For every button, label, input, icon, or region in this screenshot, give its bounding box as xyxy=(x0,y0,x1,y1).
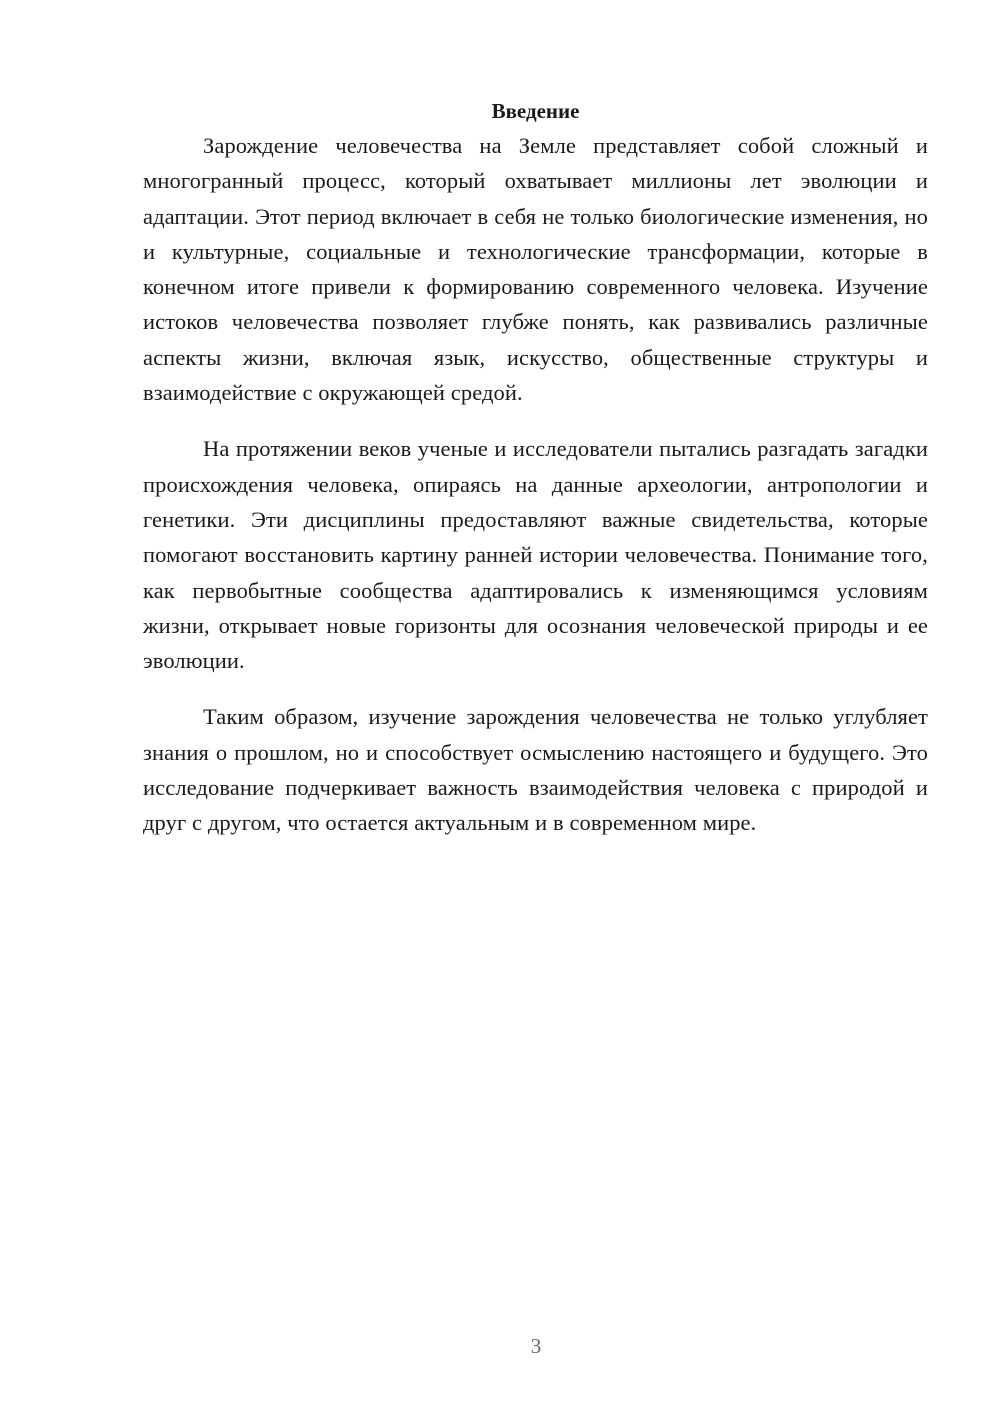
section-heading: Введение xyxy=(491,99,580,123)
page-number: 3 xyxy=(530,1334,542,1358)
document-body xyxy=(143,96,928,862)
paragraph-2: На протяжении веков ученые и исследователи пытались разгадать загадки происхождения человека, опираясь на данные археологии, антропологии и генетики. Эти дисциплины предоставляют важные свидетельства, которые помогают восстановить картину ранней истории человечества. Понимание того, как первобытные сообщества адаптировались к изменяющимся условиям жизни, открывает новые горизонты для осознания человеческой природы и ее эволюции. xyxy=(143,436,928,674)
paragraph-1: Зарождение человечества на Земле представляет собой сложный и многогранный процесс, который охватывает миллионы лет эволюции и адаптации. Этот период включает в себя не только биологические изменения, но и культурные, социальные и технологические трансформации, которые в конечном итоге привели к формированию современного человека. Изучение истоков человечества позволяет глубже понять, как развивались различные аспекты жизни, включая язык, искусство, общественные структуры и взаимодействие с окружающей средой. xyxy=(143,133,928,406)
paragraph-3: Таким образом, изучение зарождения человечества не только углубляет знания о прошлом, но и способствует осмыслению настоящего и будущего. Это исследование подчеркивает важность взаимодействия человека с природой и друг с другом, что остается актуальным и в современном мире. xyxy=(143,704,928,836)
